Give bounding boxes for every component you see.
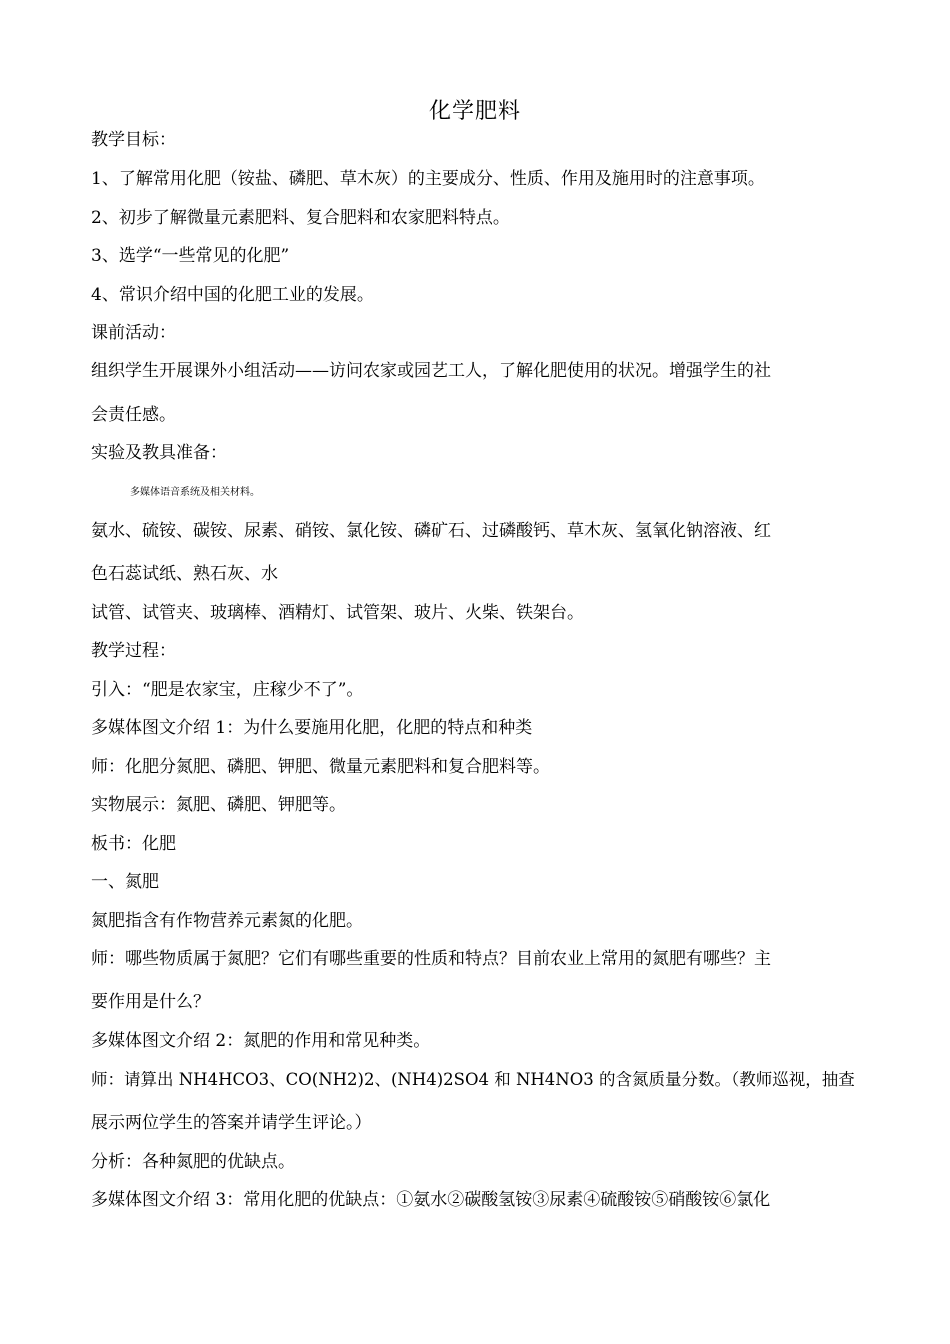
paragraph-line: 师：化肥分氮肥、磷肥、钾肥、微量元素肥料和复合肥料等。 <box>91 757 550 777</box>
section-heading-nitrogen-fertilizer: 一、氮肥 <box>91 872 159 892</box>
paragraph-line: 多媒体语音系统及相关材料。 <box>130 487 260 498</box>
section-heading-pre-class-activity: 课前活动： <box>91 323 176 343</box>
section-heading-preparation: 实验及教具准备： <box>91 443 227 463</box>
paragraph-line: 氨水、硫铵、碳铵、尿素、硝铵、氯化铵、磷矿石、过磷酸钙、草木灰、氢氧化钠溶液、红 <box>91 521 771 541</box>
paragraph-line: 实物展示：氮肥、磷肥、钾肥等。 <box>91 795 346 815</box>
paragraph-line: 多媒体图文介绍 1：为什么要施用化肥，化肥的特点和种类 <box>91 718 533 738</box>
paragraph-line: 板书：化肥 <box>91 834 176 854</box>
paragraph-line: 2、初步了解微量元素肥料、复合肥料和农家肥料特点。 <box>91 208 510 228</box>
paragraph-line: 氮肥指含有作物营养元素氮的化肥。 <box>91 911 363 931</box>
paragraph-line: 试管、试管夹、玻璃棒、酒精灯、试管架、玻片、火柴、铁架台。 <box>91 603 584 623</box>
paragraph-line: 会责任感。 <box>91 405 176 425</box>
paragraph-line: 引入：“肥是农家宝，庄稼少不了”。 <box>91 680 364 700</box>
paragraph-line: 师：请算出 NH4HCO3、CO(NH2)2、(NH4)2SO4 和 NH4NO3 的含氮质量分数。（教师巡视，抽查 <box>91 1070 855 1089</box>
paragraph-line: 组织学生开展课外小组活动——访问农家或园艺工人，了解化肥使用的状况。增强学生的社 <box>91 361 771 381</box>
section-heading-teaching-process: 教学过程： <box>91 641 176 661</box>
paragraph-line: 多媒体图文介绍 3：常用化肥的优缺点：①氨水②碳酸氢铵③尿素④硫酸铵⑤硝酸铵⑥氯化 <box>91 1190 771 1210</box>
paragraph-line: 师：哪些物质属于氮肥？它们有哪些重要的性质和特点？目前农业上常用的氮肥有哪些？主 <box>91 949 771 969</box>
paragraph-line: 4、常识介绍中国的化肥工业的发展。 <box>91 285 374 305</box>
paragraph-line: 要作用是什么？ <box>91 992 210 1012</box>
paragraph-line: 展示两位学生的答案并请学生评论。） <box>91 1113 372 1133</box>
section-heading-teaching-goals: 教学目标： <box>91 130 176 150</box>
paragraph-line: 多媒体图文介绍 2：氮肥的作用和常见种类。 <box>91 1031 431 1051</box>
paragraph-line: 色石蕊试纸、熟石灰、水 <box>91 564 278 584</box>
document-title: 化学肥料 <box>428 99 521 124</box>
paragraph-line: 分析：各种氮肥的优缺点。 <box>91 1152 295 1172</box>
paragraph-line: 1、了解常用化肥（铵盐、磷肥、草木灰）的主要成分、性质、作用及施用时的注意事项。 <box>91 169 765 189</box>
paragraph-line: 3、选学“一些常见的化肥” <box>91 246 290 266</box>
